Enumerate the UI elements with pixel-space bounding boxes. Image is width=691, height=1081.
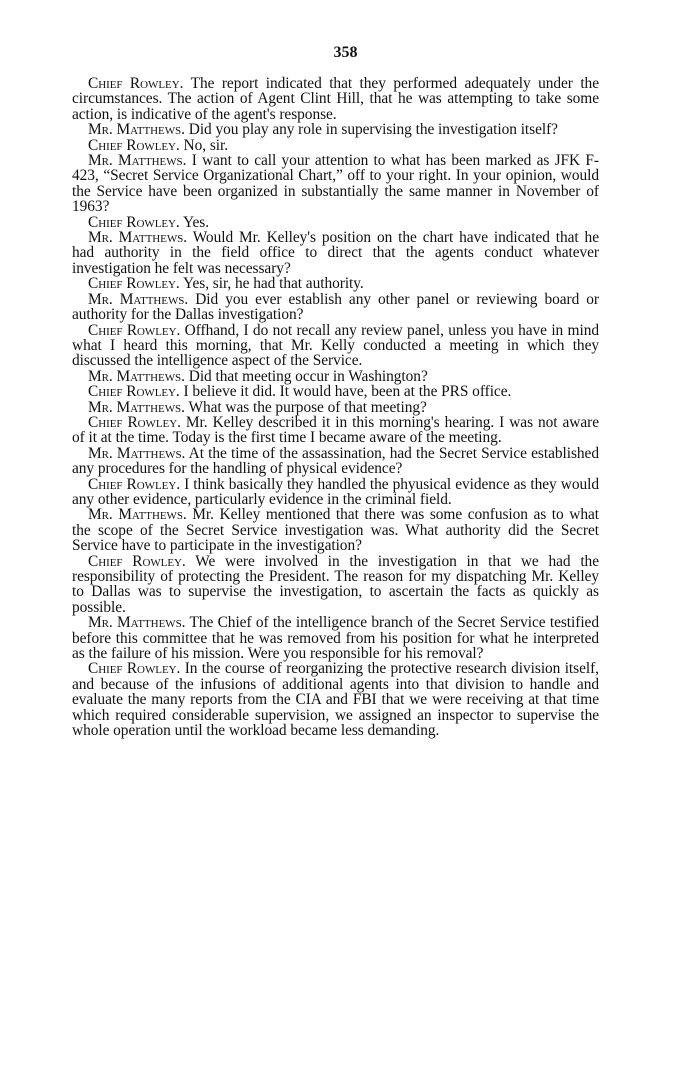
transcript-paragraph <box>72 415 599 446</box>
speaker-name: Chief Rowley. <box>88 321 181 339</box>
speaker-name: Chief Rowley. <box>88 413 181 431</box>
speech-text: Mr. Kelley described it in this morning's hearing. I was not aware of it at the time. Today is the first time I became aware of the meeting. <box>72 413 599 447</box>
speech-text: Did you play any role in supervising the investigation itself? <box>188 121 558 139</box>
transcript-paragraph <box>72 76 599 122</box>
speaker-name: Mr. Matthews. <box>88 398 185 416</box>
speech-text: We were involved in the investigation in that we had the responsibility of protecting the President. The reason for my dispatching Mr. Kelley to Dallas was to supervise the investigation, to ascertain the facts as quickly as possible. <box>72 552 599 616</box>
speech-text: What was the purpose of that meeting? <box>188 398 427 416</box>
speaker-name: Mr. Matthews. <box>88 229 188 247</box>
speaker-name: Chief Rowley. <box>88 475 181 493</box>
transcript-paragraph <box>72 276 599 291</box>
transcript-paragraph <box>72 292 599 323</box>
transcript-paragraph <box>72 369 599 384</box>
speech-text: The Chief of the intelligence branch of the Secret Service testified before this committee that he was removed from his position for what he interpreted as the failure of his mission. Were you responsible for his removal? <box>72 614 599 663</box>
speech-text: Did you ever establish any other panel or reviewing board or authority for the Dallas investigation? <box>72 290 599 324</box>
speaker-name: Chief Rowley. <box>88 552 186 570</box>
transcript-body <box>72 76 599 738</box>
speech-text: Yes. <box>182 213 210 231</box>
speech-text: I believe it did. It would have, been at the PRS office. <box>183 383 512 401</box>
speaker-name: Mr. Matthews. <box>88 121 185 139</box>
transcript-paragraph <box>72 122 599 137</box>
transcript-paragraph <box>72 477 599 508</box>
transcript-paragraph <box>72 153 599 215</box>
transcript-paragraph <box>72 554 599 616</box>
page-number: 358 <box>333 44 358 61</box>
speech-text: No, sir. <box>183 136 229 154</box>
speech-text: I think basically they handled the phyusical evidence as they would any other evidence, particularly evidence in the criminal field. <box>72 475 599 508</box>
speaker-name: Chief Rowley. <box>88 136 180 154</box>
transcript-paragraph <box>72 507 599 553</box>
speech-text: Did that meeting occur in Washington? <box>188 367 428 385</box>
speaker-name: Chief Rowley. <box>88 75 184 92</box>
transcript-paragraph <box>72 615 599 661</box>
transcript-paragraph <box>72 323 599 369</box>
transcript-paragraph <box>72 400 599 415</box>
speech-text: Would Mr. Kelley's position on the chart have indicated that he had authority in the field office to direct that the agents conduct whatever investigation he felt was necessary? <box>72 229 599 277</box>
transcript-paragraph <box>72 446 599 477</box>
speaker-name: Mr. Matthews. <box>88 614 186 632</box>
transcript-paragraph <box>72 384 599 399</box>
speech-text: At the time of the assassination, had the Secret Service established any procedures for the handling of physical evidence? <box>72 444 599 478</box>
speech-text: Mr. Kelley mentioned that there was some confusion as to what the scope of the Secret Service investigation was. What authority did the Secret Service have to participate in the investigation? <box>72 506 599 555</box>
speaker-name: Mr. Matthews. <box>88 444 186 462</box>
speech-text: Yes, sir, he had that authority. <box>182 275 364 293</box>
speech-text: Offhand, I do not recall any review panel, unless you have in mind what I heard this morning, that Mr. Kelly conducted a meeting in which they discussed the intelligence aspect of the Service. <box>72 321 599 370</box>
transcript-paragraph <box>72 215 599 230</box>
transcript-paragraph <box>72 230 599 276</box>
speaker-name: Mr. Matthews. <box>88 152 187 170</box>
speech-text: I want to call your attention to what has been marked as JFK F-423, “Secret Service Organizational Chart,” off to your right. In your opinion, would the Service have been organized in substantially the same manner in November of 1963? <box>72 152 599 216</box>
speaker-name: Chief Rowley. <box>88 660 181 678</box>
speech-text: In the course of reorganizing the protective research division itself, and because of the infusions of additional agents into that division to handle and evaluate the many reports from the CIA and FBI that we were receiving at that time which required considerable supervision, we assigned an inspector to supervise the whole operation until the workload became less demanding. <box>72 660 599 740</box>
speaker-name: Chief Rowley. <box>88 275 180 293</box>
speaker-name: Mr. Matthews. <box>88 506 187 524</box>
transcript-paragraph <box>72 661 599 738</box>
transcript-paragraph <box>72 138 599 153</box>
speech-text: The report indicated that they performed adequately under the circumstances. The action of Agent Clint Hill, that he was attempting to take some action, is indicative of the agent's response. <box>72 75 599 123</box>
speaker-name: Mr. Matthews. <box>88 290 189 308</box>
speaker-name: Mr. Matthews. <box>88 367 185 385</box>
speaker-name: Chief Rowley. <box>88 213 180 231</box>
speaker-name: Chief Rowley. <box>88 383 180 401</box>
